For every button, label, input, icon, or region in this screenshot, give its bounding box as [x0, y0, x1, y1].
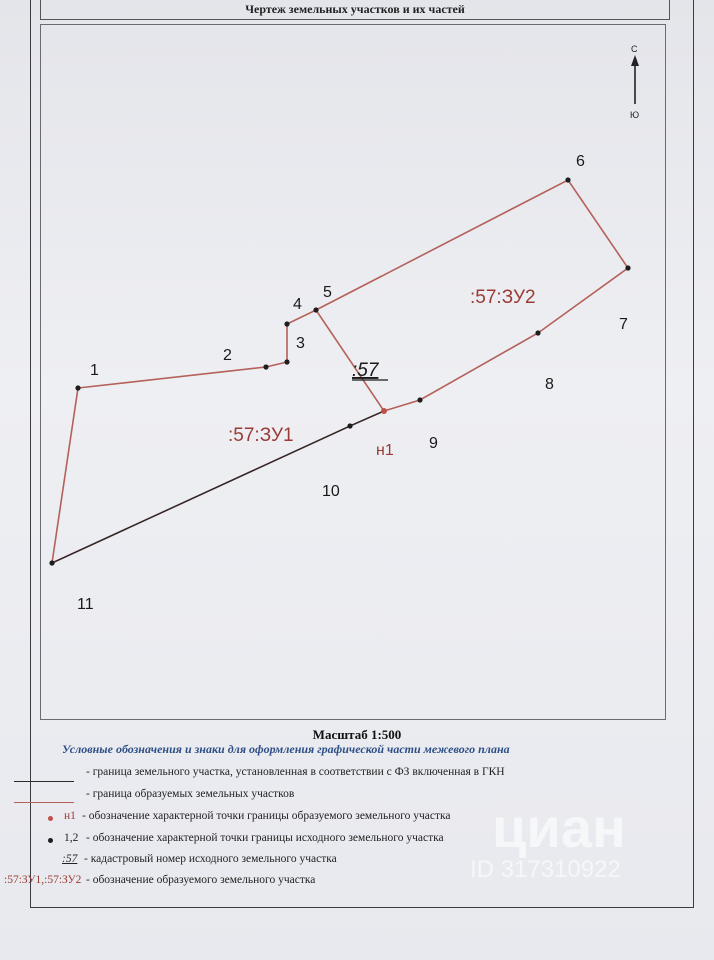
parcel-zu1-label: :57:ЗУ1: [228, 425, 294, 446]
point-8-marker: [535, 330, 540, 335]
point-3-marker: [284, 359, 289, 364]
point-5-marker: [313, 307, 318, 312]
legend-row-new: - граница образуемых земельных участков: [86, 788, 295, 800]
point-n1-marker: [381, 408, 387, 414]
point-4-marker: [284, 321, 289, 326]
parcel-zu2-label: :57:ЗУ2: [470, 287, 536, 308]
watermark-brand: циан: [492, 796, 626, 859]
point-9-marker: [417, 397, 422, 402]
legend-row-new-point: - обозначение характерной точки границы образуемого земельного участка: [82, 810, 451, 822]
point-7-marker: [625, 265, 630, 270]
legend-row-new-parcels: - обозначение образуемого земельного участка: [86, 874, 316, 886]
legend-dot-new-point: [48, 816, 53, 821]
compass-south-label: Ю: [630, 110, 640, 120]
point-10-marker: [347, 423, 352, 428]
legend-line-new: [14, 802, 74, 803]
legend-dot-source-point: [48, 838, 53, 843]
scale-label: Масштаб 1:500: [312, 727, 402, 742]
point-4-label: 4: [293, 296, 302, 313]
point-11-marker: [49, 560, 54, 565]
point-2-label: 2: [223, 347, 232, 364]
legend-row-source-point: - обозначение характерной точки границы исходного земельного участка: [86, 832, 444, 844]
drawing-title: Чертеж земельных участков и их частей: [40, 0, 670, 20]
point-n1-label: н1: [376, 442, 394, 459]
point-6-marker: [565, 177, 570, 182]
source-parcel-label: :57: [352, 360, 379, 381]
legend-row-source-parcel: - кадастровый номер исходного земельного участка: [84, 853, 337, 865]
legend-title: Условные обозначения и знаки для оформления графической части межевого плана: [62, 742, 510, 756]
legend-line-existing: [14, 781, 74, 782]
point-1-label: 1: [90, 362, 99, 379]
point-9-label: 9: [429, 435, 438, 452]
point-7-label: 7: [619, 316, 628, 333]
point-11-label: 11: [77, 596, 94, 613]
point-1-marker: [75, 385, 80, 390]
boundary-zu1: [52, 310, 384, 563]
point-6-label: 6: [576, 153, 585, 170]
legend-symbol-new-point: н1: [64, 810, 76, 822]
point-2-marker: [263, 364, 268, 369]
point-10-label: 10: [322, 483, 340, 500]
watermark-id: ID 317310922: [470, 856, 621, 883]
legend-symbol-source-parcel: :57: [62, 853, 78, 865]
point-5-label: 5: [323, 284, 332, 301]
legend-row-existing: - граница земельного участка, установленная в соответствии с ФЗ включенная в ГКН: [86, 766, 505, 778]
legend-symbol-source-point: 1,2: [64, 832, 79, 844]
legend-symbol-new-parcels: :57:ЗУ1,:57:ЗУ2: [4, 874, 82, 886]
point-8-label: 8: [545, 376, 554, 393]
point-3-label: 3: [296, 335, 305, 352]
compass-north-label: С: [631, 44, 638, 54]
